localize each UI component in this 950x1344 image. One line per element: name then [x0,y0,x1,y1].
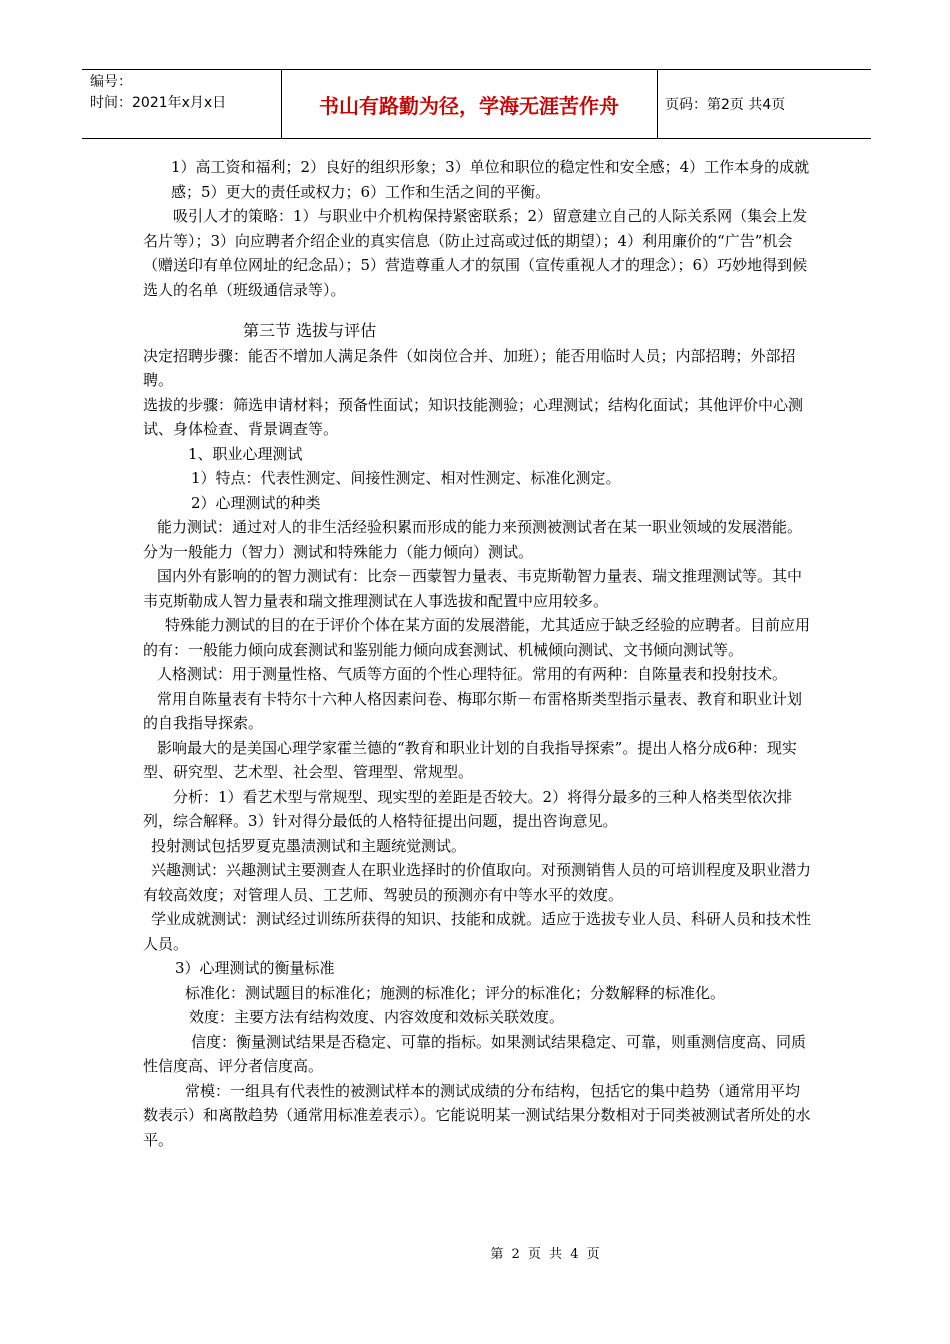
paragraph-features: 1）特点：代表性测定、间接性测定、相对性测定、标准化测定。 [191,469,621,487]
header-motto: 书山有路勤为径，学海无涯苦作舟 [319,93,619,118]
paragraph-personality-test: 人格测试：用于测量性格、气质等方面的个性心理特征。常用的有两种：自陈量表和投射技术。 [157,665,788,683]
paragraph-self-report: 常用自陈量表有卡特尔十六种人格因素问卷、梅耶尔斯－布雷格斯类型指示量表、教育和职业计划的自我指导探索。 [143,689,803,732]
paragraph-projective: 投射测试包括罗夏克墨渍测试和主题统觉测试。 [151,836,467,855]
paragraph-interest-test: 兴趣测试：兴趣测试主要测查人在职业选择时的价值取向。对预测销售人员的可培训程度及职业潜力有较高效度；对管理人员、工艺师、驾驶员的预测亦有中等水平的效度。 [143,861,812,904]
paragraph-achievement-test: 学业成就测试：测试经过训练所获得的知识、技能和成就。适应于选拔专业人员、科研人员和技术性人员。 [143,910,812,953]
paragraph-validity: 效度：主要方法有结构效度、内容效度和效标关联效度。 [189,1008,565,1026]
subheading-psych-test: 1、职业心理测试 [188,444,303,463]
paragraph-strategies: 吸引人才的策略：1）与职业中介机构保持紧密联系；2）留意建立自己的人际关系网（集会上发名片等）；3）向应聘者介绍企业的真实信息（防止过高或过低的期望）；4）利用廉价的“广告”机会（赠送印有单位网址的纪念品）；5）营造尊重人才的氛围（宣传重视人才的理念）；6）巧妙地得到候选人的名单（班级通信录等）。 [143,207,808,299]
time-label: 时间：2021年x月x日 [90,95,227,111]
paragraph-selection-steps: 选拔的步骤：筛选申请材料；预备性面试；知识技能测验；心理测试；结构化面试；其他评价中心测试、身体检查、背景调查等。 [143,395,804,438]
section-title: 第三节 选拔与评估 [243,321,377,340]
paragraph-norm: 常模：一组具有代表性的被测试样本的测试成绩的分布结构，包括它的集中趋势（通常用平均数表示）和离散趋势（通常用标准差表示）。它能说明某一测试结果分数相对于同类被测试者所处的水平。 [143,1081,811,1149]
paragraph-benefits: 1）高工资和福利；2）良好的组织形象；3）单位和职位的稳定性和安全感；4）工作本身的成就感；5）更大的责任或权力；6）工作和生活之间的平衡。 [171,158,810,201]
subheading-standards: 3）心理测试的衡量标准 [175,959,335,977]
header-divider [657,69,658,139]
page-number-label: 页码：第2页 共4页 [665,97,786,113]
document-body [143,155,811,1152]
paragraph-ability-test: 能力测试：通过对人的非生活经验积累而形成的能力来预测被测试者在某一职业领域的发展潜能。分为一般能力（智力）测试和特殊能力（能力倾向）测试。 [143,518,803,561]
paragraph-holland: 影响最大的是美国心理学家霍兰德的“教育和职业计划的自我指导探索”。提出人格分成6种：现实型、研究型、艺术型、社会型、管理型、常规型。 [143,738,797,781]
subheading-test-types: 2）心理测试的种类 [191,493,321,512]
paragraph-analysis: 分析：1）看艺术型与常规型、现实型的差距是否较大。2）将得分最多的三种人格类型依次排列，综合解释。3）针对得分最低的人格特征提出问题，提出咨询意见。 [143,787,793,830]
paragraph-reliability: 信度：衡量测试结果是否稳定、可靠的指标。如果测试结果稳定、可靠，则重测信度高、同质性信度高、评分者信度高。 [143,1032,807,1075]
paragraph-recruit-steps: 决定招聘步骤：能否不增加人满足条件（如岗位合并、加班）；能否用临时人员；内部招聘；外部招聘。 [143,346,796,389]
paragraph-intelligence-test: 国内外有影响的的智力测试有：比奈－西蒙智力量表、韦克斯勒智力量表、瑞文推理测试等。其中韦克斯勒成人智力量表和瑞文推理测试在人事选拔和配置中应用较多。 [143,567,803,610]
page-header [82,69,871,139]
header-meta [90,72,226,114]
paragraph-standardization: 标准化：测试题目的标准化；施测的标准化；评分的标准化；分数解释的标准化。 [185,983,726,1002]
page-footer: 第 2 页 共 4 页 [490,1247,602,1262]
paragraph-special-ability: 特殊能力测试的目的在于评价个体在某方面的发展潜能，尤其适应于缺乏经验的应聘者。目前应用的有：一般能力倾向成套测试和鉴别能力倾向成套测试、机械倾向测试、文书倾向测试等。 [143,616,811,659]
number-label: 编号： [90,74,132,90]
